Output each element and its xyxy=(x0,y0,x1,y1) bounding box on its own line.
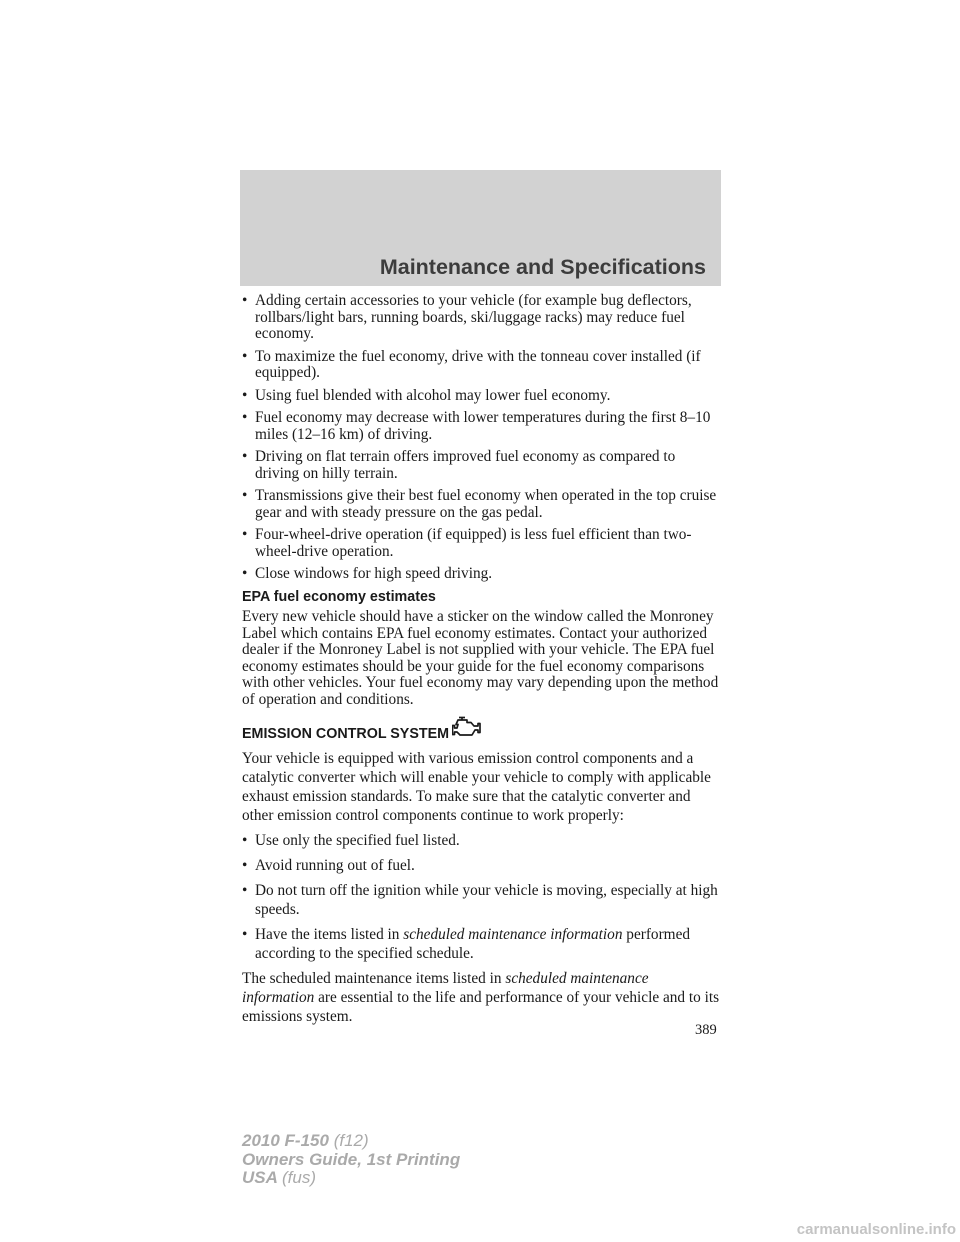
bullet-item: • Four-wheel-drive operation (if equipped) is less fuel efficient than two-wheel-drive operation. xyxy=(242,526,692,560)
bullet-icon: • xyxy=(242,565,248,582)
bullet-icon: • xyxy=(242,487,248,504)
footer-model-line: 2010 F-150 (f12) xyxy=(242,1131,369,1150)
page-number: 389 xyxy=(695,1022,717,1038)
watermark: carmanualsonline.info xyxy=(796,1221,956,1238)
footer-guide-line: Owners Guide, 1st Printing xyxy=(242,1149,461,1169)
closing-paragraph: The scheduled maintenance items listed in scheduled maintenance information are essential to the life and performance of your vehicle and to its emissions system. xyxy=(242,969,720,1025)
emission-heading: EMISSION CONTROL SYSTEM xyxy=(242,726,450,742)
bullet-icon: • xyxy=(242,292,248,309)
bullet-item: • To maximize the fuel economy, drive with the tonneau cover installed (if equipped). xyxy=(242,347,701,381)
bullet-icon: • xyxy=(242,526,248,543)
bullet-icon: • xyxy=(242,448,248,465)
bullet-icon: • xyxy=(242,881,248,899)
emission-intro: Your vehicle is equipped with various emission control components and a catalytic converter which will enable your vehicle to comply with applicable exhaust emission standards. To make sure that the catalytic converter and other emission control components continue to work properly: xyxy=(242,749,711,824)
bullet-item: • Do not turn off the ignition while your vehicle is moving, especially at high speeds. xyxy=(242,881,718,918)
bullet-item: • Have the items listed in scheduled maintenance information performed according to the specified schedule. xyxy=(242,925,691,962)
bullet-item: • Avoid running out of fuel. xyxy=(242,856,415,874)
bullet-icon: • xyxy=(242,856,248,874)
engine-icon xyxy=(452,716,482,743)
epa-heading: EPA fuel economy estimates xyxy=(242,588,436,605)
page-content xyxy=(242,293,720,1032)
emission-heading-row xyxy=(242,716,720,743)
section-title: Maintenance and Specifications xyxy=(379,255,706,279)
footer-region-line: USA (fus) xyxy=(242,1168,316,1187)
bullet-item: • Using fuel blended with alcohol may lower fuel economy. xyxy=(242,386,611,404)
bullet-icon: • xyxy=(242,925,248,943)
bullet-icon: • xyxy=(242,409,248,426)
bullet-item: • Adding certain accessories to your vehicle (for example bug deflectors, rollbars/light bars, running boards, ski/luggage racks) may reduce fuel economy. xyxy=(242,292,692,342)
bullet-item: • Fuel economy may decrease with lower temperatures during the first 8–10 miles (12–16 km) of driving. xyxy=(242,409,711,443)
bullet-item: • Driving on flat terrain offers improved fuel economy as compared to driving on hilly terrain. xyxy=(242,448,676,482)
bullet-icon: • xyxy=(242,386,248,404)
schedule-reference: scheduled maintenance information xyxy=(403,925,623,943)
bullet-icon: • xyxy=(242,347,248,365)
schedule-reference: scheduled maintenance information xyxy=(242,969,649,1006)
bullet-item: • Close windows for high speed driving. xyxy=(242,565,493,582)
section-header-band xyxy=(240,170,721,286)
epa-paragraph: Every new vehicle should have a sticker on the window called the Monroney Label which contains EPA fuel economy estimates. Contact your authorized dealer if the Monroney Label is not supplied with your vehicle. The EPA fuel economy estimates should be your guide for the fuel economy comparisons with other vehicles. Your fuel economy may vary depending upon the method of operation and conditions. xyxy=(242,608,719,708)
print-footer xyxy=(242,1132,460,1188)
bullet-item: • Transmissions give their best fuel economy when operated in the top cruise gear and with steady pressure on the gas pedal. xyxy=(242,487,717,521)
bullet-item: • Use only the specified fuel listed. xyxy=(242,831,460,849)
bullet-icon: • xyxy=(242,831,248,849)
